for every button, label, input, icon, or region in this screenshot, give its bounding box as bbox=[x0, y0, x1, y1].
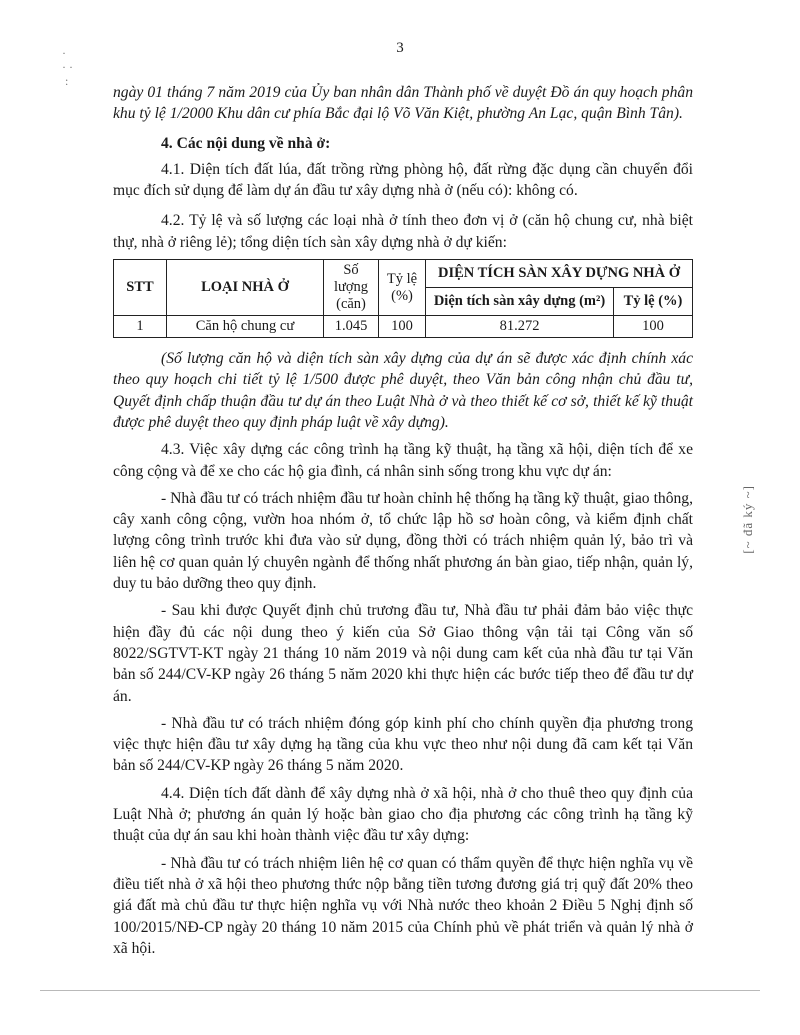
housing-table bbox=[113, 259, 693, 338]
margin-stamp-text: [~ đã ký ~] bbox=[740, 485, 755, 554]
paragraph-4-3: 4.3. Việc xây dựng các công trình hạ tầng kỹ thuật, hạ tầng xã hội, diện tích để xe công cộng và để xe cho các hộ gia đình, cá nhân sinh sống trong khu vực dự án: bbox=[113, 441, 693, 480]
paragraph-4-4-a: - Nhà đầu tư có trách nhiệm liên hệ cơ quan có thẩm quyền để thực hiện nghĩa vụ về điều tiết nhà ở xã hội theo phương thức nộp bằng tiền tương đương giá trị quỹ đất 20% theo giá đất mà chủ đầu tư thực hiện nghĩa vụ với Nhà nước theo khoản 2 Điều 5 Nghị định số 100/2015/NĐ-CP ngày 20 tháng 10 năm 2015 của Chính phủ về phát triển và quản lý nhà ở xã hội. bbox=[113, 854, 693, 957]
bottom-rule bbox=[40, 990, 760, 991]
paragraph-4-1: 4.1. Diện tích đất lúa, đất trồng rừng phòng hộ, đất rừng đặc dụng cần chuyển đổi mục đích sử dụng để làm dự án đầu tư xây dựng nhà ở (nếu có): không có. bbox=[113, 160, 693, 200]
margin-marks: · · · : bbox=[62, 46, 73, 88]
cell-floor-area-ratio: 100 bbox=[614, 316, 693, 338]
cell-type: Căn hộ chung cư bbox=[167, 316, 324, 338]
intro-text: ngày 01 tháng 7 năm 2019 của Ủy ban nhân dân Thành phố về duyệt Đồ án quy hoạch phân khu tỷ lệ 1/2000 Khu dân cư phía Bắc đại lộ Võ Văn Kiệt, phường An Lạc, quận Bình Tân). bbox=[113, 84, 693, 123]
paragraph-4-4: 4.4. Diện tích đất dành để xây dựng nhà ở xã hội, nhà ở cho thuê theo quy định của Luật Nhà ở; phương án quản lý hoặc bàn giao cho địa phương các công trình hạ tầng kỹ thuật của dự án sau khi hoàn thành việc đầu tư xây dựng: bbox=[113, 784, 693, 845]
cell-floor-area: 81.272 bbox=[426, 316, 614, 338]
header-floor-area-group: DIỆN TÍCH SÀN XÂY DỰNG NHÀ Ở bbox=[426, 260, 693, 288]
paragraph-4-3-b: - Sau khi được Quyết định chủ trương đầu tư, Nhà đầu tư phải đảm bảo việc thực hiện đầy đủ các nội dung theo ý kiến của Sở Giao thông vận tải tại Công văn số 8022/SGTVT-KT ngày 21 tháng 10 năm 2019 và nội dung cam kết của nhà đầu tư tại Văn bản số 244/CV-KP ngày 26 tháng 5 năm 2020 khi thực hiện các bước tiếp theo để đầu tư dự án. bbox=[113, 602, 693, 705]
section-4-heading: 4. Các nội dung về nhà ở: bbox=[161, 134, 331, 152]
table-note: (Số lượng căn hộ và diện tích sàn xây dựng của dự án sẽ được xác định chính xác theo quy hoạch chi tiết tỷ lệ 1/500 được phê duyệt, theo Văn bản công nhận chủ đầu tư, Quyết định chấp thuận đầu tư dự án theo Luật Nhà ở và theo thiết kế cơ sở, thiết kế kỹ thuật được phê duyệt theo quy định pháp luật về xây dựng). bbox=[113, 350, 693, 431]
header-floor-area: Diện tích sàn xây dựng (m²) bbox=[426, 288, 614, 316]
header-ratio: Tỷ lệ (%) bbox=[379, 260, 426, 316]
cell-quantity: 1.045 bbox=[324, 316, 379, 338]
page-number: 3 bbox=[396, 40, 404, 56]
header-type: LOẠI NHÀ Ở bbox=[167, 260, 324, 316]
header-stt: STT bbox=[114, 260, 167, 316]
table-header-row bbox=[114, 260, 693, 288]
cell-ratio: 100 bbox=[379, 316, 426, 338]
paragraph-4-3-c: - Nhà đầu tư có trách nhiệm đóng góp kinh phí cho chính quyền địa phương trong việc thực hiện đầu tư xây dựng hạ tầng của khu vực theo như nội dung đã cam kết tại Văn bản số 244/CV-KP ngày 26 tháng 5 năm 2020. bbox=[113, 714, 693, 775]
margin-stamp bbox=[740, 485, 778, 635]
document-body bbox=[113, 82, 693, 959]
paragraph-4-3-a: - Nhà đầu tư có trách nhiệm đầu tư hoàn chỉnh hệ thống hạ tầng kỹ thuật, giao thông, cây xanh công cộng, vườn hoa nhóm ở, tổ chức lập hồ sơ hoàn công, và kiểm định chất lượng công trình trước khi đưa vào sử dụng, đồng thời có trách nhiệm quản lý, bảo trì và liên hệ cơ quan quản lý chuyên ngành để thống nhất phương án bàn giao, tiếp nhận, quản lý, duy tu bảo dưỡng theo quy định. bbox=[113, 489, 693, 593]
cell-stt: 1 bbox=[114, 316, 167, 338]
header-quantity: Số lượng (căn) bbox=[324, 260, 379, 316]
paragraph-4-2: 4.2. Tỷ lệ và số lượng các loại nhà ở tính theo đơn vị ở (căn hộ chung cư, nhà biệt thự, nhà ở riêng lẻ); tổng diện tích sàn xây dựng nhà ở dự kiến: bbox=[113, 212, 693, 251]
table-row bbox=[114, 316, 693, 338]
header-floor-area-ratio: Tỷ lệ (%) bbox=[614, 288, 693, 316]
